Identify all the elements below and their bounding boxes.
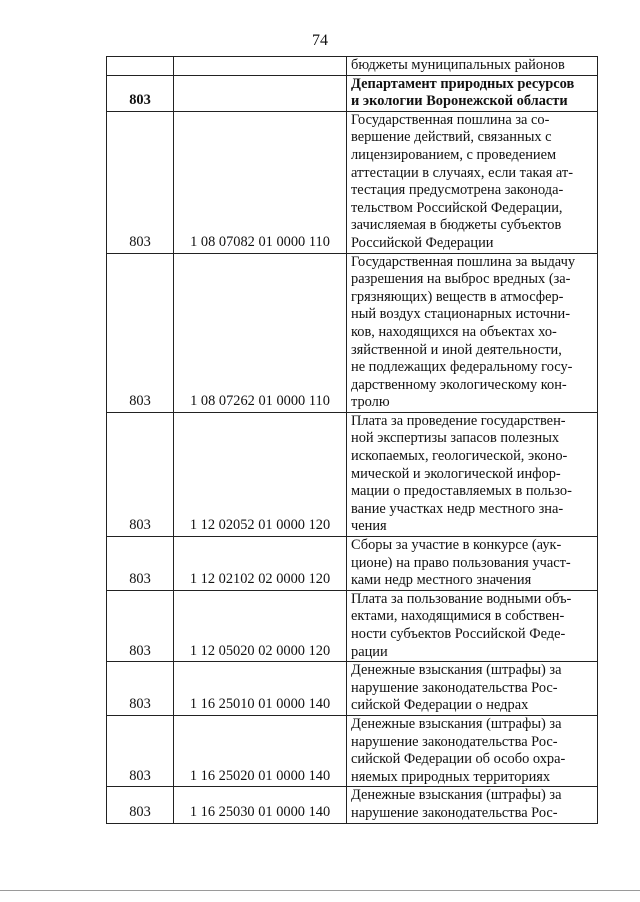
- admin-code-cell: 803: [107, 75, 174, 111]
- name-text-line: чения: [351, 518, 387, 535]
- revenue-name-cell: [347, 590, 598, 661]
- name-text-line: нарушение законодательства Рос-: [351, 804, 558, 821]
- name-text-line: сийской Федерации об особо охра-: [351, 751, 566, 768]
- admin-code-cell: 803: [107, 111, 174, 253]
- name-text-line: Денежные взыскания (штрафы) за: [351, 787, 562, 804]
- name-text-line: грязняющих) веществ в атмосфер-: [351, 288, 564, 305]
- page-number: 74: [312, 32, 328, 49]
- name-text-line: Сборы за участие в конкурсе (аук-: [351, 537, 562, 554]
- revenue-name-cell: [347, 253, 598, 412]
- revenue-name-cell: [347, 537, 598, 591]
- revenue-code-cell: 1 08 07082 01 0000 110: [174, 111, 347, 253]
- name-text-line: Департамент природных ресурсов: [351, 75, 575, 92]
- name-text-line: рации: [351, 643, 388, 660]
- admin-code-cell: 803: [107, 715, 174, 786]
- admin-code-cell: 803: [107, 787, 174, 823]
- revenue-code-cell: 1 12 05020 02 0000 120: [174, 590, 347, 661]
- revenue-code-cell: 1 16 25030 01 0000 140: [174, 787, 347, 823]
- table-row: [107, 111, 598, 253]
- revenue-name-cell: [347, 75, 598, 111]
- name-text-line: Государственная пошлина за со-: [351, 111, 550, 128]
- revenue-code-cell: [174, 57, 347, 76]
- name-text-line: разрешения на выброс вредных (за-: [351, 271, 571, 288]
- name-text-line: лицензированием, с проведением: [351, 146, 557, 163]
- table-row: [107, 537, 598, 591]
- name-text-line: дарственному экологическому кон-: [351, 376, 567, 393]
- revenue-code-cell: 1 12 02052 01 0000 120: [174, 412, 347, 536]
- name-text-line: сийской Федерации о недрах: [351, 697, 529, 714]
- name-text-line: Плата за пользование водными объ-: [351, 590, 572, 607]
- name-text-line: ископаемых, геологической, эконо-: [351, 448, 568, 465]
- name-text-line: нарушение законодательства Рос-: [351, 733, 558, 750]
- revenue-name-cell: [347, 111, 598, 253]
- name-text-line: ности субъектов Российской Феде-: [351, 626, 566, 642]
- table-row: [107, 715, 598, 786]
- admin-code-cell: [107, 57, 174, 76]
- name-text-line: Денежные взыскания (штрафы) за: [351, 662, 562, 679]
- name-text-line: мации о предоставляемых в пользо-: [351, 483, 572, 500]
- name-text-line: не подлежащих федеральному госу-: [351, 359, 573, 376]
- revenue-code-cell: 1 16 25020 01 0000 140: [174, 715, 347, 786]
- admin-code-cell: 803: [107, 537, 174, 591]
- admin-code-cell: 803: [107, 662, 174, 716]
- table-row: [107, 412, 598, 536]
- revenue-code-cell: 1 08 07262 01 0000 110: [174, 253, 347, 412]
- revenue-name-cell: [347, 715, 598, 786]
- name-text-line: нарушение законодательства Рос-: [351, 679, 558, 696]
- table-row: [107, 787, 598, 823]
- name-text-line: аттестации в случаях, если такая ат-: [351, 164, 574, 181]
- name-text-line: ектами, находящимися в собствен-: [351, 608, 565, 625]
- name-text-line: Российской Федерации: [351, 234, 494, 251]
- table-row: [107, 57, 598, 76]
- name-text-line: няемых природных территориях: [351, 768, 551, 785]
- name-text-line: вершение действий, связанных с: [351, 129, 552, 146]
- revenue-code-cell: 1 16 25010 01 0000 140: [174, 662, 347, 716]
- name-text-line: и экологии Воронежской области: [351, 93, 568, 110]
- name-text-line: Денежные взыскания (штрафы) за: [351, 715, 562, 732]
- name-text-line: тельством Российской Федерации,: [351, 199, 563, 216]
- admin-code-cell: 803: [107, 253, 174, 412]
- name-text-line: бюджеты муниципальных районов: [351, 57, 565, 73]
- revenue-code-cell: 1 12 02102 02 0000 120: [174, 537, 347, 591]
- table-row: [107, 75, 598, 111]
- revenue-name-cell: [347, 412, 598, 536]
- admin-code-cell: 803: [107, 412, 174, 536]
- name-text-line: ный воздух стационарных источни-: [351, 306, 571, 323]
- name-text-line: тролю: [351, 394, 390, 411]
- table-body: [107, 57, 598, 824]
- revenue-name-cell: [347, 787, 598, 823]
- name-text-line: ционе) на право пользования участ-: [351, 554, 571, 571]
- name-text-line: зяйственной и иной деятельности,: [351, 341, 562, 358]
- name-text-line: ной экспертизы запасов полезных: [351, 430, 560, 447]
- revenue-code-cell: [174, 75, 347, 111]
- table-row: [107, 590, 598, 661]
- revenue-name-cell: [347, 57, 598, 76]
- name-text-line: мической и экологической инфор-: [351, 465, 561, 482]
- scan-bottom-edge: [0, 890, 640, 891]
- revenue-codes-table: [106, 56, 598, 824]
- name-text-line: Государственная пошлина за выдачу: [351, 253, 576, 270]
- table-row: [107, 253, 598, 412]
- name-text-line: Плата за проведение государствен-: [351, 412, 566, 429]
- name-text-line: вание участках недр местного зна-: [351, 500, 564, 517]
- admin-code-cell: 803: [107, 590, 174, 661]
- name-text-line: тестация предусмотрена законода-: [351, 182, 564, 199]
- name-text-line: ков, находящихся на объектах хо-: [351, 323, 557, 340]
- revenue-name-cell: [347, 662, 598, 716]
- name-text-line: ками недр местного значения: [351, 572, 532, 589]
- name-text-line: зачисляемая в бюджеты субъектов: [351, 217, 562, 234]
- table-row: [107, 662, 598, 716]
